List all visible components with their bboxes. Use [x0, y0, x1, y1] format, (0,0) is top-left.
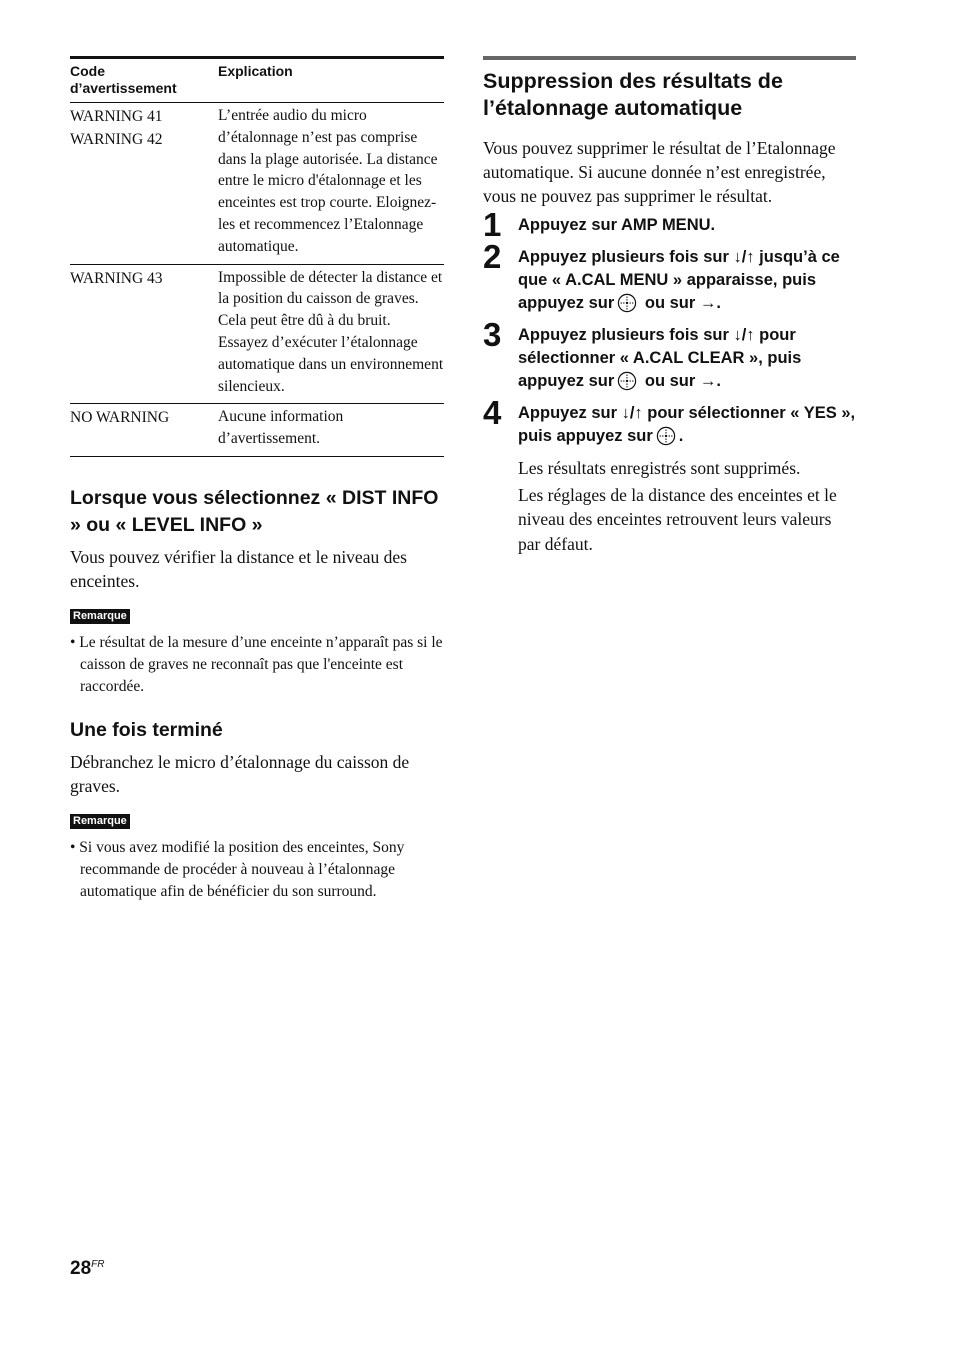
enter-button-icon — [656, 426, 676, 446]
warning-code: WARNING 41 — [70, 108, 163, 125]
step-text-part: Appuyez sur ↓/↑ pour sélectionner « YES », puis appuyez sur — [518, 404, 856, 445]
step-item — [483, 394, 856, 556]
header-code — [70, 58, 218, 103]
note-list — [70, 837, 444, 902]
dist-info-body: Vous pouvez vérifier la distance et le niveau des enceintes. — [70, 546, 407, 591]
code-cell — [70, 103, 218, 265]
left-column — [70, 56, 444, 903]
right-column — [483, 56, 856, 565]
step-text — [518, 214, 856, 237]
done-body: Débranchez le micro d’étalonnage du caisson de graves. — [70, 752, 410, 797]
step-number: 4 — [483, 394, 502, 431]
header-code-label: Code d’avertissement — [70, 63, 177, 96]
step-text-part: ou sur →. — [640, 294, 721, 312]
page-number — [70, 1258, 104, 1280]
section-rule — [483, 56, 856, 60]
result-line: Les réglages de la distance des enceintes et le niveau des enceintes retrouvent leurs valeurs par défaut. — [518, 484, 837, 554]
warning-code: WARNING 43 — [70, 269, 163, 287]
enter-button-icon — [617, 293, 637, 313]
done-heading: Une fois terminé — [70, 719, 223, 742]
note-item: • Le résultat de la mesure d’une enceinte n’apparaît pas si le caisson de graves ne reconnaît pas que l'enceinte est raccordée. — [70, 633, 443, 695]
step-text-part: Appuyez plusieurs fois sur ↓/↑ pour sélectionner « A.CAL CLEAR », puis appuyez sur — [518, 326, 802, 390]
explanation-cell: Aucune information d’avertissement. — [218, 404, 444, 457]
step-text-part: . — [678, 427, 684, 445]
header-explication: Explication — [218, 58, 444, 103]
note-list — [70, 632, 444, 697]
explanation-cell: Impossible de détecter la distance et la position du caisson de graves. Cela peut être dû à du bruit. Essayez d’exécuter l’étalonnage automatique dans un environnement silencieux. — [218, 264, 444, 404]
code-cell — [70, 264, 218, 404]
step-number: 1 — [483, 206, 502, 243]
step-text — [518, 324, 856, 393]
step-item — [483, 316, 856, 393]
table-header-row — [70, 58, 444, 103]
table-row — [70, 404, 444, 457]
section-title: Suppression des résultats de l’étalonnage automatique — [483, 69, 783, 120]
dist-info-heading: Lorsque vous sélectionnez « DIST INFO » ou « LEVEL INFO » — [70, 486, 439, 536]
step-number: 2 — [483, 238, 502, 275]
table-row — [70, 103, 444, 265]
note-item: • Si vous avez modifié la position des enceintes, Sony recommande de procéder à nouveau à l’étalonnage automatique afin de bénéficier du son surround. — [70, 839, 405, 900]
step-text-part: Appuyez sur AMP MENU. — [518, 216, 716, 234]
explanation-cell: L’entrée audio du micro d’étalonnage n’est pas comprise dans la plage autorisée. La distance entre le micro d'étalonnage et les enceintes est trop courte. Eloignez-les et recommencez l’Etalonnage automatique. — [218, 103, 444, 265]
code-cell — [70, 404, 218, 457]
step-text — [518, 402, 856, 448]
section-intro: Vous pouvez supprimer le résultat de l’Etalonnage automatique. Si aucune donnée n’est enregistrée, vous ne pouvez pas supprimer le résultat. — [483, 138, 836, 206]
step-text — [518, 246, 856, 315]
result-line: Les résultats enregistrés sont supprimés. — [518, 458, 801, 478]
step-result — [518, 456, 856, 556]
step-text-part: Appuyez plusieurs fois sur ↓/↑ jusqu’à ce que « A.CAL MENU » apparaisse, puis appuyez sur — [518, 248, 840, 312]
warning-table — [70, 56, 444, 457]
page-number-value: 28 — [70, 1258, 92, 1279]
step-item — [483, 238, 856, 315]
step-text-part: ou sur →. — [640, 372, 721, 390]
note-label: Remarque — [70, 609, 130, 624]
warning-code: NO WARNING — [70, 409, 170, 427]
step-item — [483, 206, 856, 243]
step-list — [483, 206, 856, 556]
warning-code: WARNING 42 — [70, 131, 163, 148]
table-row — [70, 264, 444, 404]
enter-button-icon — [617, 371, 637, 391]
note-label: Remarque — [70, 814, 130, 829]
page-language-suffix: FR — [91, 1259, 105, 1270]
step-number: 3 — [483, 316, 502, 353]
